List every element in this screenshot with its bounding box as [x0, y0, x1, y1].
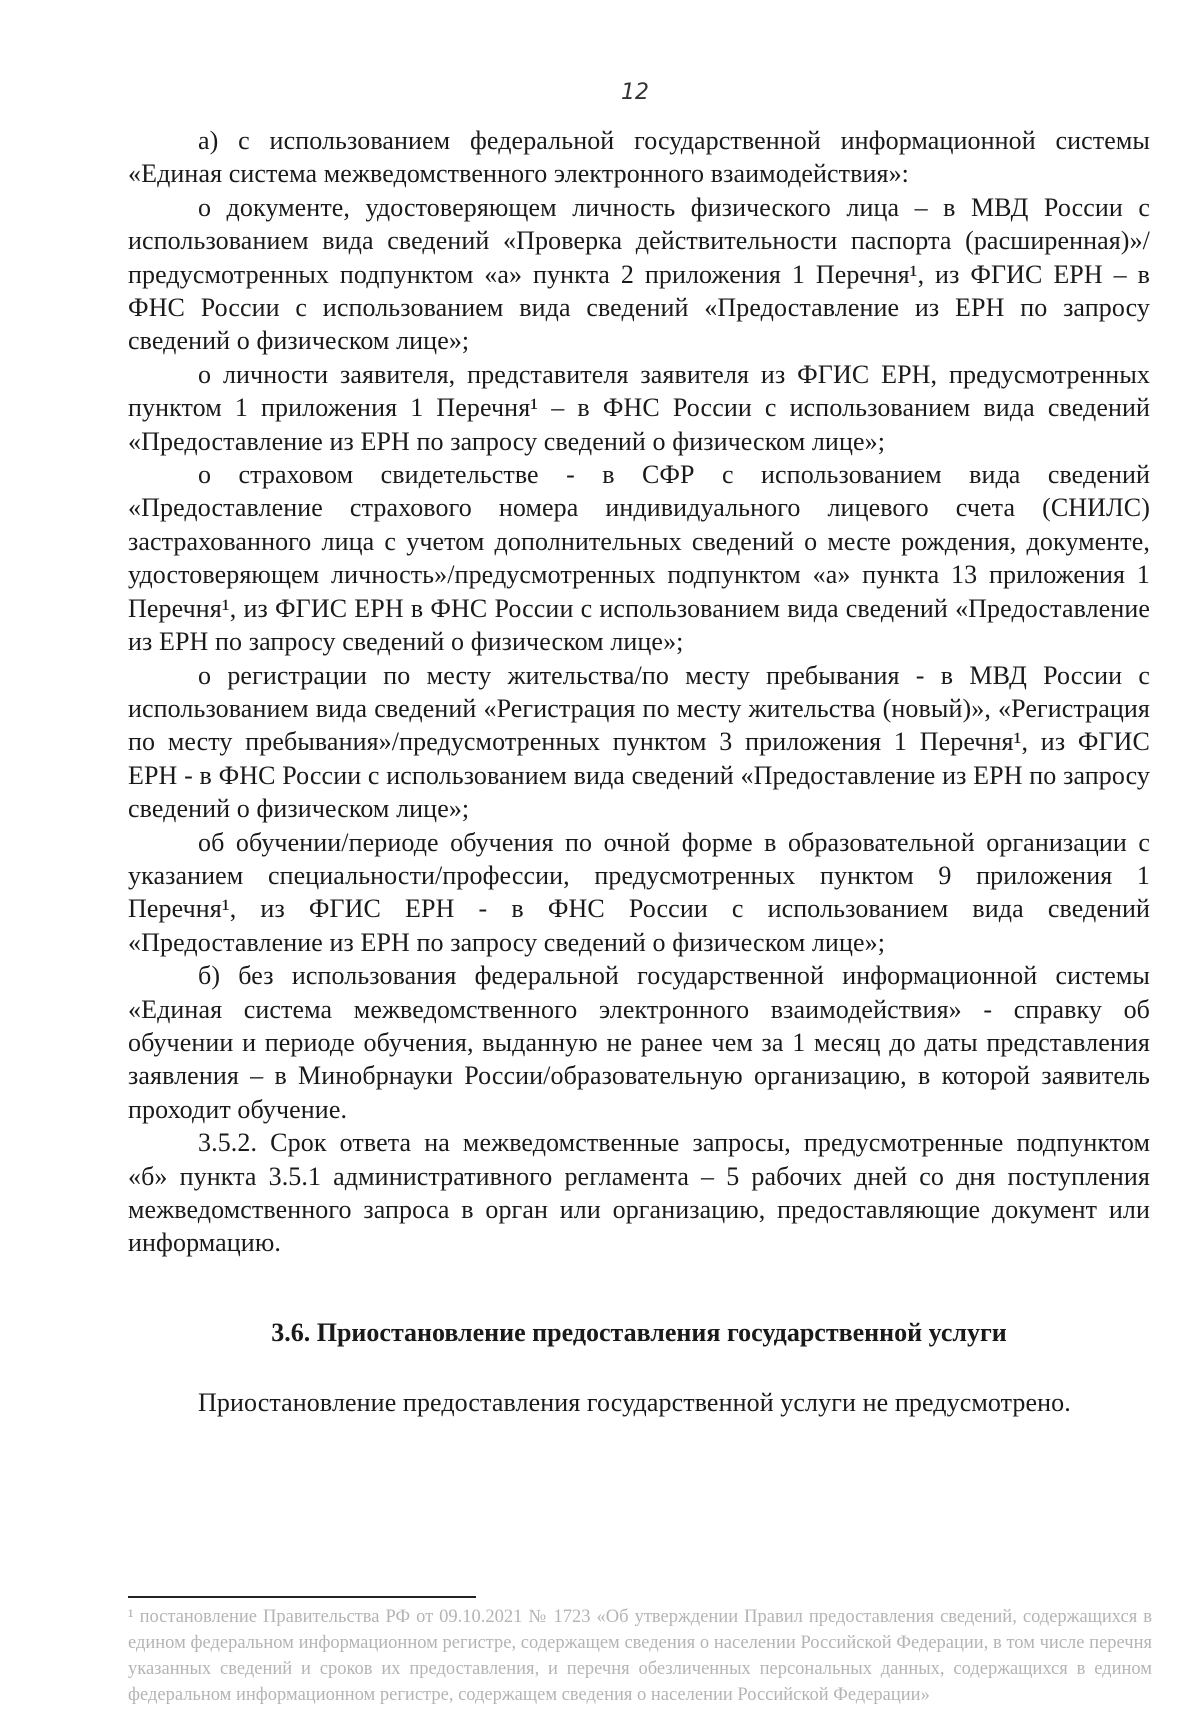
paragraph-applicant-identity: о личности заявителя, представителя заявителя из ФГИС ЕРН, предусмотренных пунктом 1 приложения 1 Перечня¹ – в ФНС России с использованием вида сведений «Предоставление из ЕРН по запросу сведений о физическом лице»; — [128, 359, 1150, 456]
paragraph-registration: о регистрации по месту жительства/по месту пребывания - в МВД России с использованием вида сведений «Регистрация по месту жительства (новый)», «Регистрация по месту пребывания»/предусмотренных пунктом 3 приложения 1 Перечня¹, из ФГИС ЕРН - в ФНС России с использованием вида сведений «Предоставление из ЕРН по запросу сведений о физическом лице»; — [128, 660, 1150, 824]
paragraph-a-intro: а) с использованием федеральной государственной информационной системы «Единая система межведомственного электронного взаимодействия»: — [128, 126, 1150, 189]
footnote: ¹ постановление Правительства РФ от 09.10.2021 № 1723 «Об утверждении Правил предоставления сведений, содержащихся в едином федеральном информационном регистре, содержащем сведения о населении Российской Федерации, в том числе перечня указанных сведений и сроков их предоставления, и перечня обезличенных персональных данных, содержащихся в едином федеральном информационном регистре, содержащем сведения о населении Российской Федерации» — [128, 1607, 1152, 1705]
paragraph-identity-document: о документе, удостоверяющем личность физического лица – в МВД России с использованием вида сведений «Проверка действительности паспорта (расширенная)»/предусмотренных подпунктом «а» пункта 2 приложения 1 Перечня¹, из ФГИС ЕРН – в ФНС России с использованием вида сведений «Предоставление из ЕРН по запросу сведений о физическом лице»; — [128, 192, 1150, 356]
paragraph-b-without-system: б) без использования федеральной государственной информационной системы «Единая система межведомственного электронного взаимодействия» - справку об обучении и периоде обучения, выданную не ранее чем за 1 месяц до даты представления заявления – в Минобрнауки России/образовательную организацию, в которой заявитель проходит обучение. — [128, 961, 1150, 1124]
paragraph-response-deadline: 3.5.2. Срок ответа на межведомственные запросы, предусмотренные подпунктом «б» пункта 3.5.1 административного регламента – 5 рабочих дней со дня поступления межведомственного запроса в орган или организацию, предоставляющие документ или информацию. — [128, 1128, 1150, 1258]
footnote-divider — [128, 1596, 476, 1598]
body-text — [128, 124, 1150, 1260]
section-body — [128, 1386, 1150, 1419]
section-text: Приостановление предоставления государственной услуги не предусмотрено. — [198, 1388, 1071, 1417]
paragraph-education: об обучении/периоде обучения по очной форме в образовательной организации с указанием специальности/профессии, предусмотренных пунктом 9 приложения 1 Перечня¹, из ФГИС ЕРН - в ФНС России с использованием вида сведений «Предоставление из ЕРН по запросу сведений о физическом лице»; — [128, 827, 1150, 957]
section-heading: 3.6. Приостановление предоставления государственной услуги — [271, 1318, 1007, 1347]
paragraph-insurance-certificate: о страховом свидетельстве - в СФР с использованием вида сведений «Предоставление страхового номера индивидуального лицевого счета (СНИЛС) застрахованного лица с учетом дополнительных сведений о месте рождения, документе, удостоверяющем личность»/предусмотренных подпунктом «а» пункта 13 приложения 1 Перечня¹, из ФГИС ЕРН в ФНС России с использованием вида сведений «Предоставление из ЕРН по запросу сведений о физическом лице»; — [128, 460, 1150, 657]
page-number: 12 — [621, 80, 649, 105]
